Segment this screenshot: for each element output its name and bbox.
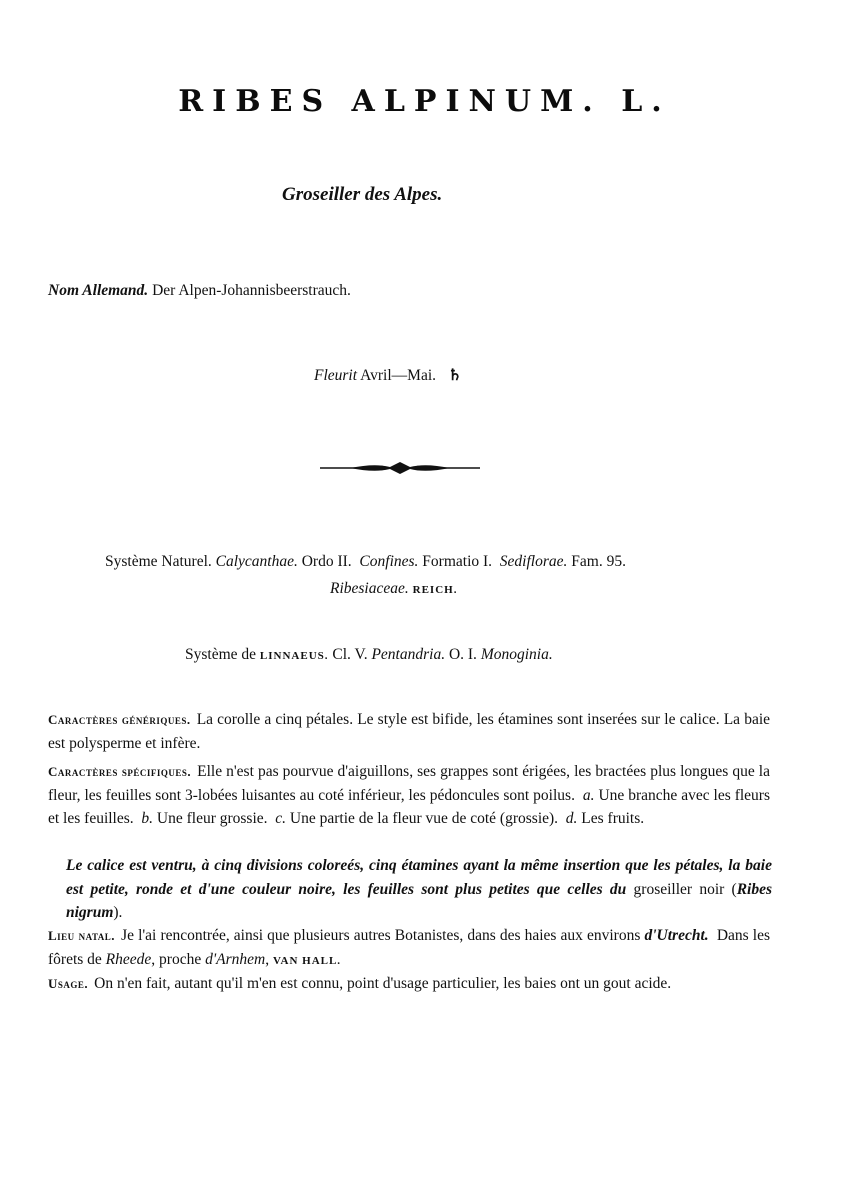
sn-reich: REICH. [412, 584, 458, 596]
fleurit-line [314, 366, 462, 385]
cs-fig-d: d. [565, 810, 578, 827]
sn-fam: Fam. 95. [571, 553, 626, 570]
cs-fig-a-text: Une branche avec les fleurs et les feuilles. [48, 786, 771, 827]
cs-fig-a: a. [582, 786, 595, 804]
cg-text: La corolle a cinq pétales. Le style est bifide, les étamines sont inserées sur le calice. La baie est polysperme et infère. [48, 711, 771, 752]
ln-rheede: Rheede [105, 950, 152, 968]
caracteres-generiques [48, 708, 770, 755]
cs-fig-c-text: Une partie de la fleur vue de coté (grossie). [289, 810, 559, 827]
diagnose-ribes-nigrum: Ribes nigrum [66, 880, 772, 921]
sl-pentandria: Pentandria. [371, 646, 446, 663]
sl-order: O. I. [448, 646, 477, 663]
fleurit-label: Fleurit [314, 367, 358, 384]
nom-allemand-label: Nom Allemand. [48, 282, 149, 299]
systeme-naturel-line-2 [330, 580, 457, 598]
common-name: Groseiller des Alpes. [282, 184, 443, 205]
systeme-naturel-line-1 [105, 553, 626, 571]
diagnose-paragraph [66, 854, 772, 925]
cs-fig-d-text: Les fruits. [581, 810, 645, 827]
cs-fig-b: b. [141, 810, 154, 827]
sn-formatio: Formatio I. [422, 553, 493, 570]
fleurit-value: Avril—Mai. [360, 367, 437, 384]
sn-ordo: Ordo II. [301, 553, 352, 570]
cs-fig-c: c. [275, 810, 287, 827]
usage-text: On n'en fait, autant qu'il m'en est connu, point d'usage particulier, les baies ont un gout acide. [94, 975, 672, 992]
nom-allemand-value: Der Alpen-Johannisbeerstrauch. [152, 282, 351, 299]
shrub-symbol: ♄ [447, 367, 462, 384]
sl-monoginia: Monoginia. [480, 646, 553, 663]
ornament-divider-icon [320, 458, 480, 478]
sn-ribesiaceae: Ribesiaceae. [330, 580, 409, 597]
ln-utrecht: d'Utrecht. [644, 927, 709, 944]
caracteres-specifiques [48, 760, 770, 831]
sl-class: Cl. V. [332, 646, 368, 663]
ln-van-hall: VAN HALL. [272, 954, 342, 967]
systeme-linnaeus-line [185, 646, 553, 664]
ln-label: Lieu natal. [48, 928, 116, 943]
sn-calycanthae: Calycanthae. [215, 553, 298, 570]
cs-fig-b-text: Une fleur grossie. [156, 810, 268, 827]
sl-linnaeus: LINNAEUS. [259, 650, 329, 662]
cg-label: Caractères génériques. [48, 712, 191, 727]
sl-label: Système de [185, 646, 257, 663]
ln-comma: , [265, 950, 270, 968]
diagnose-close: ). [113, 904, 123, 921]
sn-sediflorae: Sediflorae. [499, 553, 568, 570]
sn-label: Système Naturel. [105, 553, 212, 570]
ln-text-3: , proche [151, 950, 202, 968]
diagnose-groseiller: groseiller noir ( [633, 880, 737, 898]
lieu-natal [48, 924, 770, 973]
nom-allemand-line [48, 282, 351, 300]
usage-label: Usage. [48, 976, 89, 991]
cs-text: Elle n'est pas pourvue d'aiguillons, ses grappes sont érigées, les bractées plus longues que la fleur, les feuilles sont 3-lobées luisantes au coté inférieur, les pédoncules sont poilus. [48, 763, 770, 804]
usage [48, 972, 770, 996]
ln-text-2: Dans les fôrets de [48, 927, 770, 968]
cs-label: Caractères spécifiques. [48, 764, 192, 779]
page-title: RIBES ALPINUM. L. [178, 84, 671, 119]
ln-text-1: Je l'ai rencontrée, ainsi que plusieurs autres Botanistes, dans des haies aux environs [121, 927, 641, 944]
ln-arnhem: d'Arnhem [205, 950, 266, 968]
sn-confines: Confines. [359, 553, 419, 570]
diagnose-text: Le calice est ventru, à cinq divisions coloreés, cinq étamines ayant la même insertion que les pétales, la baie est petite, ronde et d'une couleur noire, les feuilles sont plus petites que celles du [66, 857, 772, 898]
